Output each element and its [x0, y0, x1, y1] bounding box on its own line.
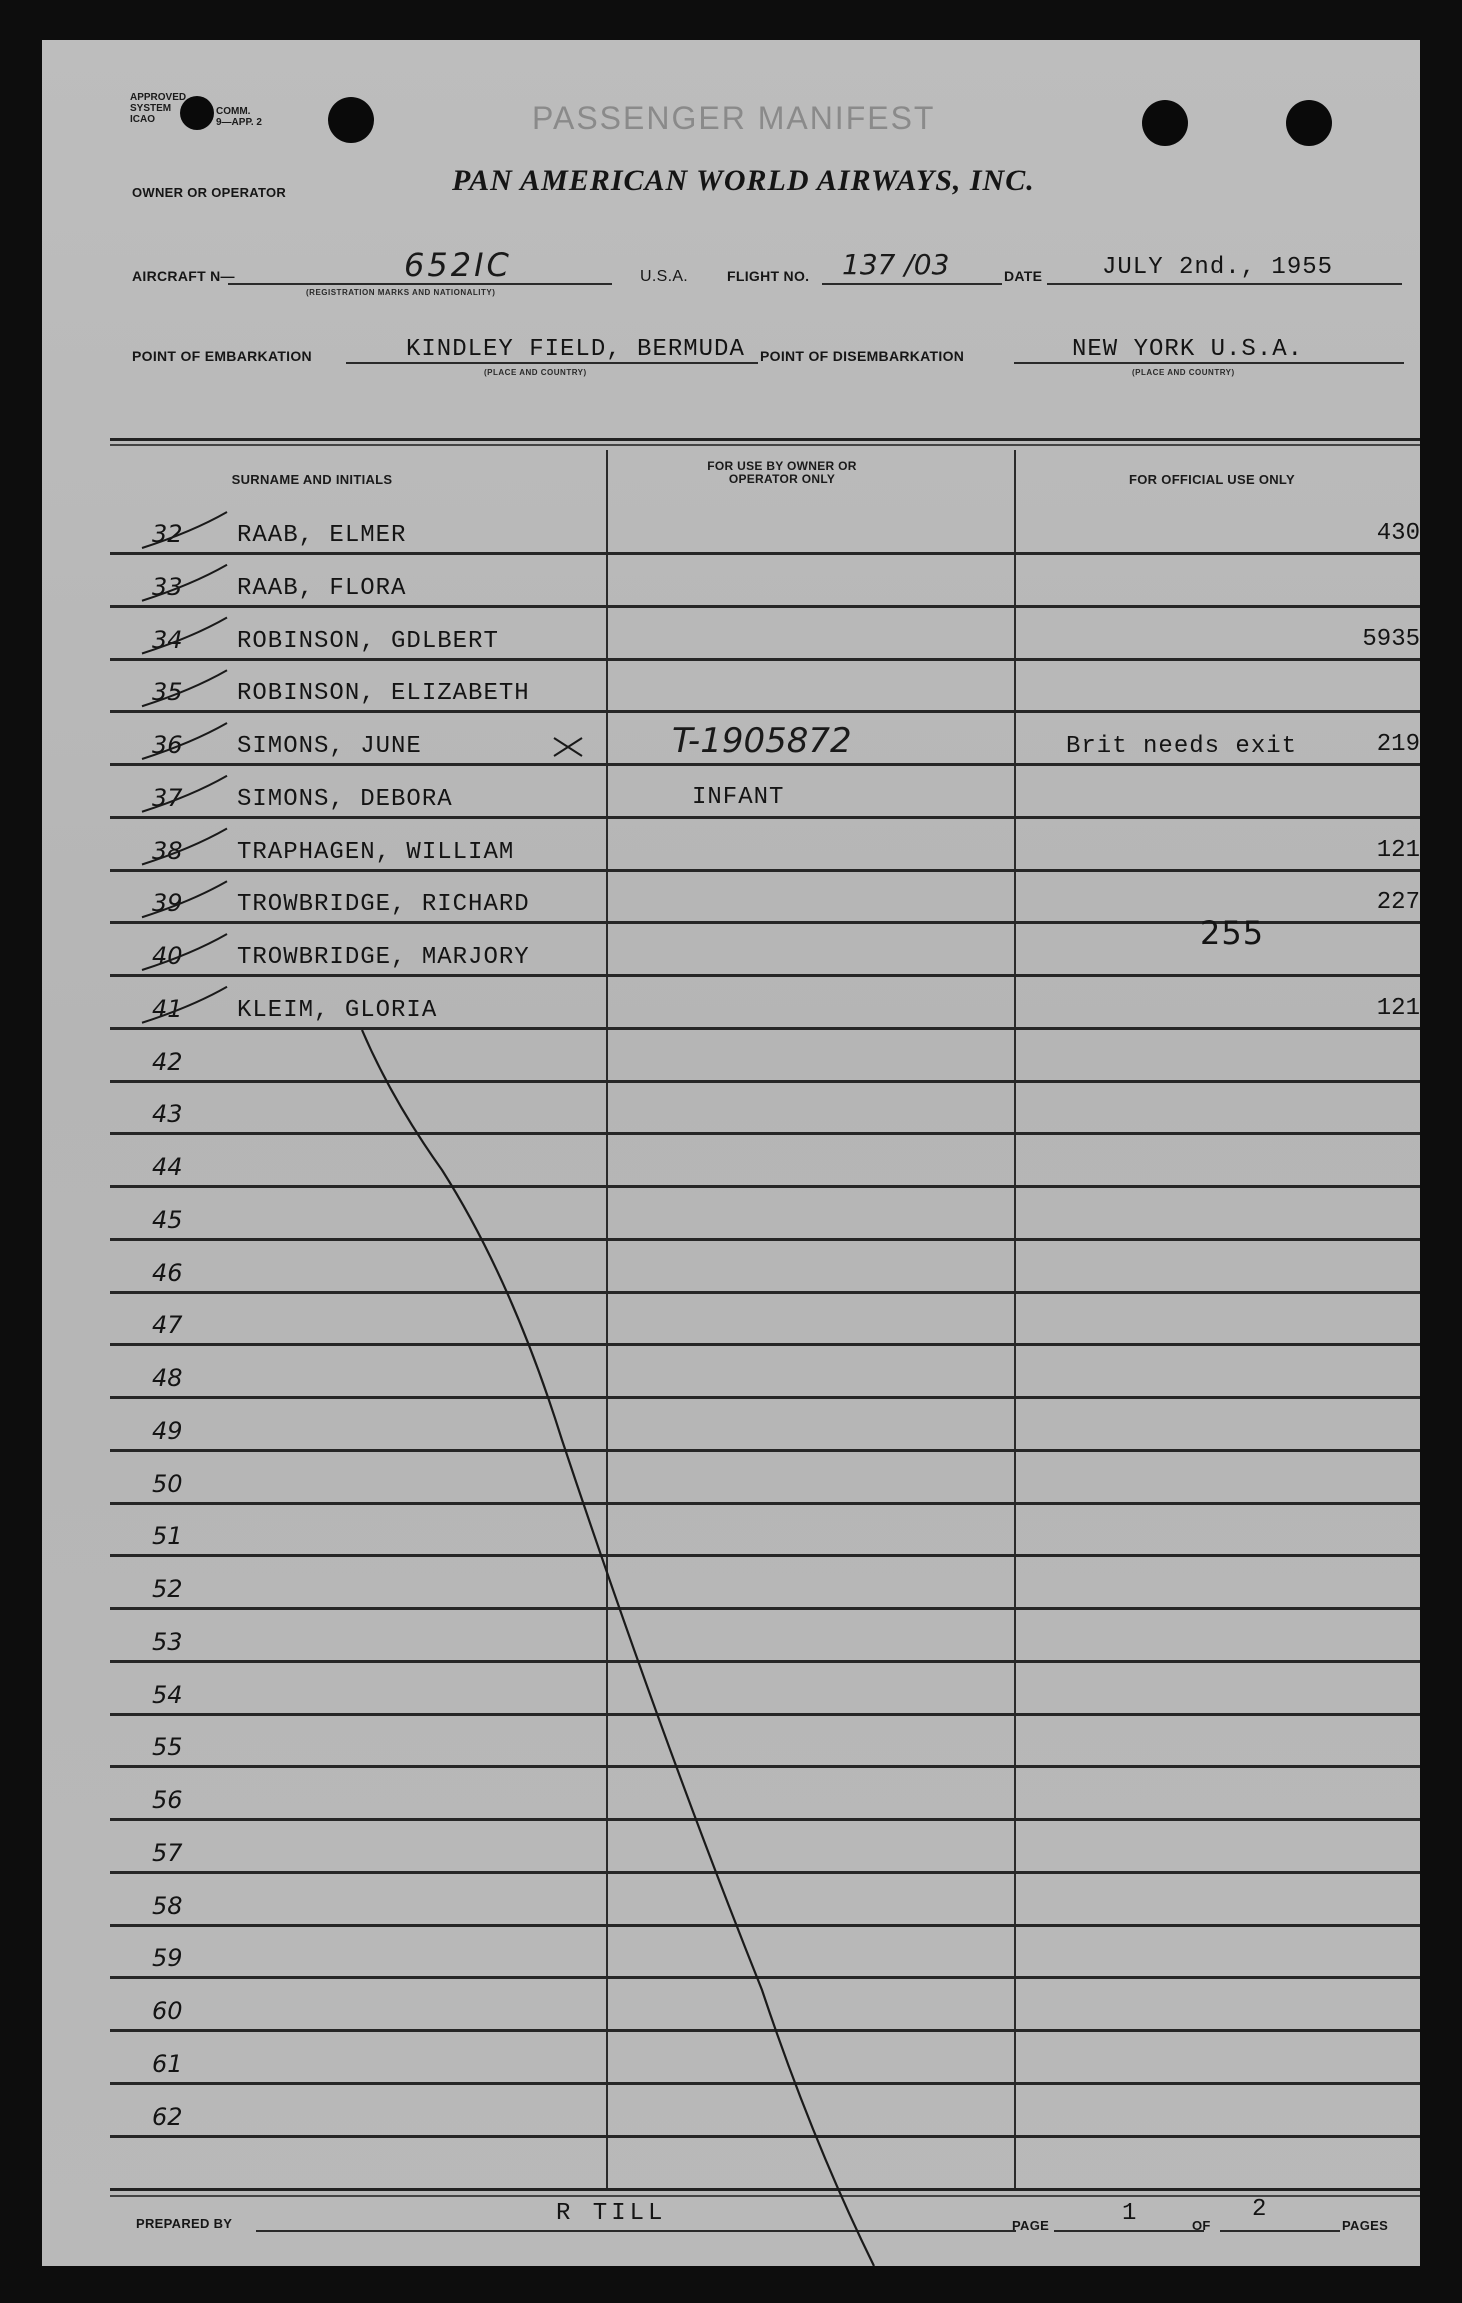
- row-number: 37: [152, 783, 183, 812]
- passenger-name: TROWBRIDGE, MARJORY: [237, 944, 530, 971]
- prepared-by-label: PREPARED BY: [136, 2216, 233, 2231]
- tick-mark: [142, 829, 227, 865]
- passenger-name: ROBINSON, ELIZABETH: [237, 680, 530, 708]
- tick-mark: [142, 723, 227, 759]
- passenger-name: SIMONS, DEBORA: [237, 785, 453, 813]
- mark-x: [554, 738, 582, 756]
- cancel-diagonal-line: [362, 1030, 874, 2266]
- row-number: 39: [152, 889, 183, 918]
- page-number: 1: [1122, 2200, 1138, 2227]
- date-label: DATE: [1004, 268, 1043, 284]
- manifest-page: [42, 40, 1420, 2266]
- embarkation-caption: (PLACE AND COUNTRY): [484, 368, 587, 377]
- row-number: 40: [152, 942, 183, 970]
- page-title: PASSENGER MANIFEST: [532, 100, 936, 136]
- tick-mark: [142, 618, 227, 654]
- tick-mark: [142, 934, 227, 970]
- row-number: 62: [152, 2102, 183, 2131]
- column-header-names: SURNAME AND INITIALS: [231, 472, 393, 487]
- row-number: 54: [152, 1680, 183, 1709]
- pages-label: PAGES: [1342, 2218, 1389, 2233]
- tick-mark: [142, 776, 227, 812]
- approval-line: COMM.: [216, 106, 251, 117]
- aircraft-label: AIRCRAFT N—: [132, 268, 235, 284]
- disembarkation-value: NEW YORK U.S.A.: [1072, 336, 1304, 363]
- owner-label: OWNER OR OPERATOR: [132, 185, 287, 200]
- official-code: 227: [1376, 889, 1420, 917]
- row-number: 49: [152, 1416, 183, 1445]
- owner-note: T-1905872: [672, 721, 852, 761]
- disembarkation-label: POINT OF DISEMBARKATION: [760, 348, 965, 364]
- row-number: 51: [152, 1522, 183, 1551]
- row-number: 50: [152, 1469, 183, 1498]
- passenger-name: TRAPHAGEN, WILLIAM: [237, 838, 515, 866]
- passenger-name: RAAB, ELMER: [237, 522, 407, 549]
- row-number: 44: [152, 1153, 183, 1181]
- official-code: 121: [1376, 836, 1420, 864]
- embarkation-value: KINDLEY FIELD, BERMUDA: [406, 336, 745, 363]
- column-header-owner: FOR USE BY OWNER OR OPERATOR ONLY: [707, 459, 857, 486]
- row-number: 38: [152, 836, 183, 865]
- passenger-name: SIMONS, JUNE: [237, 733, 422, 760]
- row-number: 61: [152, 2049, 183, 2078]
- owner-note: INFANT: [692, 783, 785, 811]
- row-number: 57: [152, 1838, 183, 1867]
- row-number: 41: [152, 994, 183, 1023]
- row-number: 48: [152, 1364, 183, 1392]
- row-number: 32: [152, 520, 183, 548]
- official-note: Brit needs exit: [1066, 733, 1298, 760]
- official-code: 219: [1376, 731, 1420, 758]
- flight-label: FLIGHT NO.: [727, 268, 810, 284]
- passenger-name: KLEIM, GLORIA: [237, 996, 438, 1024]
- passenger-name: TROWBRIDGE, RICHARD: [237, 891, 530, 919]
- row-number: 59: [152, 1944, 183, 1973]
- approval-line: SYSTEM: [130, 103, 172, 114]
- row-number: 58: [152, 1891, 183, 1920]
- row-number: 55: [152, 1733, 183, 1762]
- row-number: 34: [152, 625, 183, 654]
- aircraft-caption: (REGISTRATION MARKS AND NATIONALITY): [306, 288, 496, 297]
- row-number: 45: [152, 1205, 183, 1234]
- aircraft-value: 652IC: [404, 246, 512, 284]
- disembarkation-caption: (PLACE AND COUNTRY): [1132, 368, 1235, 377]
- handwritten-strokes: [42, 40, 1420, 2266]
- official-code: 121: [1376, 994, 1420, 1022]
- row-number: 60: [152, 1997, 183, 2025]
- approval-line: ICAO: [130, 114, 155, 125]
- official-code: 5935: [1362, 625, 1420, 653]
- row-number: 33: [152, 572, 183, 601]
- row-number: 36: [152, 731, 183, 759]
- approval-line: 9—APP. 2: [216, 117, 262, 128]
- official-code: 430: [1376, 520, 1420, 547]
- row-number: 47: [152, 1311, 183, 1340]
- row-number: 35: [152, 678, 183, 707]
- row-number: 52: [152, 1575, 183, 1603]
- row-number: 42: [152, 1047, 183, 1076]
- row-number: 46: [152, 1258, 183, 1287]
- tick-mark: [142, 987, 227, 1023]
- date-value: JULY 2nd., 1955: [1102, 254, 1334, 281]
- flight-value: 137 /03: [842, 248, 950, 281]
- usa-label: U.S.A.: [640, 268, 689, 285]
- owner-value: PAN AMERICAN WORLD AIRWAYS, INC.: [452, 164, 1035, 197]
- row-number: 53: [152, 1627, 183, 1656]
- passenger-name: ROBINSON, GDLBERT: [237, 627, 499, 655]
- tick-mark: [142, 881, 227, 917]
- column-header-official: FOR OFFICIAL USE ONLY: [1129, 472, 1295, 487]
- of-label: OF: [1192, 2218, 1211, 2233]
- passenger-name: RAAB, FLORA: [237, 574, 407, 602]
- tick-mark: [142, 670, 227, 706]
- row-number: 43: [152, 1100, 183, 1129]
- prepared-by-value: R TILL: [556, 2200, 667, 2227]
- row-number: 56: [152, 1786, 183, 1814]
- approval-line: APPROVED: [130, 92, 187, 103]
- official-note: 255: [1200, 914, 1265, 952]
- tick-mark: [142, 512, 227, 548]
- page-label: PAGE: [1012, 2218, 1050, 2233]
- embarkation-label: POINT OF EMBARKATION: [132, 348, 312, 364]
- tick-mark: [142, 565, 227, 601]
- total-pages: 2: [1252, 2196, 1268, 2223]
